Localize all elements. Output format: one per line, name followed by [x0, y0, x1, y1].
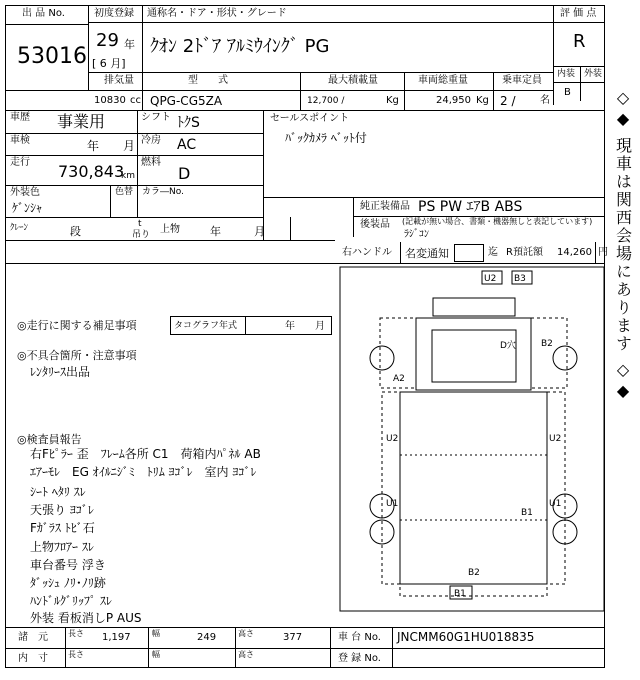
max-load-unit: Kg [386, 95, 399, 106]
upper-year: 年 月 [210, 225, 265, 238]
reg-no-label: 登 録 No. [338, 653, 381, 664]
recycle-amount: 14,260 [557, 247, 592, 258]
upper-label: 上物 [160, 224, 180, 235]
recycle-label: R預託額 [506, 247, 543, 258]
inspector-line: 上物ﾌﾛｱｰ ｽﾚ [30, 540, 94, 554]
score-label: 評 価 点 [560, 8, 597, 19]
color-label: 外装色 [10, 187, 40, 198]
aftermarket-label: 後装品 [360, 219, 390, 230]
lot-no-label: 出 品 No. [22, 8, 65, 19]
ac-label: 冷房 [141, 135, 161, 146]
inspector-title: ◎検査員報告 [17, 433, 82, 446]
width-label: 幅 [152, 629, 160, 638]
gross-weight: 24,950 [436, 95, 471, 106]
damage-mark: B1 [521, 508, 533, 518]
inspector-line: ｴｱｰﾓﾚ EG ｵｲﾙﾆｼﾞﾐ ﾄﾘﾑ ﾖｺﾞﾚ 室内 ﾖｺﾞﾚ [30, 465, 257, 479]
damage-mark: A2 [393, 374, 405, 384]
exterior-label: 外装 [584, 69, 603, 79]
width-label-2: 幅 [152, 650, 160, 659]
inspector-line: ｼｰﾄ ﾍﾀﾘ ｽﾚ [30, 485, 86, 499]
inspection: 年 月 [87, 139, 136, 153]
inspector-line: ﾀﾞｯｼｭ ﾉﾘ･ﾉﾘ跡 [30, 576, 106, 590]
year-unit: 年 [124, 38, 135, 51]
color-no-label: カラ―No. [142, 187, 184, 197]
model: QPG-CG5ZA [150, 94, 223, 108]
shift-label: シフト [141, 112, 171, 123]
steering: 右ハンドル [342, 247, 392, 258]
inner-dims-label: 内 寸 [18, 653, 48, 664]
damage-mark: B1 [454, 589, 466, 599]
damage-mark: U1 [549, 499, 562, 509]
height: 377 [283, 632, 303, 643]
car-name: ｸｵﾝ 2ﾄﾞｱ ｱﾙﾐｳｲﾝｸﾞ PG [150, 36, 330, 57]
defect-title: ◎不具合箇所・注意事項 [17, 349, 137, 362]
displacement: 10830 [94, 95, 126, 106]
shift: ﾄｸS [177, 115, 200, 131]
crane-suspend: 吊り [132, 230, 151, 240]
inspector-line: 外装 看板消しP AUS [30, 611, 142, 625]
tacho-label: タコグラフ年式 [174, 321, 238, 331]
inspector-line: 車台番号 浮き [30, 558, 106, 572]
drive-notes-title: ◎走行に関する補足事項 [17, 319, 137, 332]
history: 事業用 [57, 112, 106, 131]
capacity-label: 乗車定員 [502, 75, 542, 86]
damage-mark: U2 [549, 434, 562, 444]
damage-mark: D穴 [500, 341, 516, 351]
aftermarket-note: (記載が無い場合、書類・機器無しと表記しています) [402, 217, 593, 226]
notice-label: 名変通知 [405, 247, 449, 260]
max-load: 12,700 / [307, 96, 345, 106]
mileage-unit: km [121, 171, 135, 181]
chassis-no: JNCMM60G1HU018835 [397, 630, 535, 644]
color-change-label: 色替 [115, 187, 134, 197]
equipment: PS PW ｴｱB ABS [418, 199, 523, 215]
first-reg-label: 初度登録 [94, 8, 134, 19]
notice-mark: 迄 [488, 247, 498, 258]
length-label: 長さ [68, 629, 84, 638]
location-banner: ◇◆ 現車は関西会場にあります ◇◆ [613, 88, 633, 403]
crane-t: t [138, 219, 142, 229]
first-reg-year: 29 [96, 30, 119, 51]
fuel: D [178, 164, 191, 183]
capacity-unit: 名 [540, 95, 550, 106]
gross-weight-label: 車両総重量 [418, 75, 468, 86]
length-label-2: 長さ [68, 650, 84, 659]
damage-mark: B3 [514, 274, 526, 284]
aftermarket: ﾗｼﾞｺﾝ [404, 229, 429, 240]
crane-stage: 段 [70, 225, 81, 238]
inspector-line: Fｶﾞﾗｽ ﾄﾋﾞ石 [30, 521, 95, 535]
width: 249 [197, 632, 217, 643]
interior-label: 内装 [557, 69, 576, 79]
crane-label: ｸﾚｰﾝ [10, 223, 29, 233]
gross-weight-unit: Kg [476, 95, 489, 106]
damage-mark: B2 [468, 568, 480, 578]
chassis-label: 車 台 No. [338, 632, 381, 643]
defect: ﾚﾝﾀﾘｰｽ出品 [30, 365, 91, 379]
height-label-2: 高さ [238, 650, 254, 659]
ac: AC [177, 137, 197, 153]
damage-mark: B2 [541, 339, 553, 349]
equipment-label: 純正装備品 [360, 201, 410, 212]
displacement-label: 排気量 [104, 75, 134, 86]
sales-point-label: セールスポイント [270, 113, 350, 124]
damage-mark: U2 [484, 274, 497, 284]
inspector-line: 天張り ﾖｺﾞﾚ [30, 503, 94, 517]
displacement-unit: cc [130, 95, 141, 106]
damage-mark: U1 [386, 499, 399, 509]
tacho-value: 年 月 [285, 321, 325, 332]
interior-grade: B [564, 87, 571, 98]
recycle-unit: 円 [598, 247, 608, 258]
specs-label: 諸 元 [18, 632, 48, 643]
fuel-label: 燃料 [141, 157, 161, 168]
history-label: 車歴 [10, 112, 30, 123]
damage-mark: U2 [386, 434, 399, 444]
model-label: 型 式 [188, 75, 228, 86]
inspector-line: 右Fﾋﾟﾗｰ 歪 ﾌﾚｰﾑ各所 C1 荷箱内ﾊﾟﾈﾙ AB [30, 447, 261, 461]
lot-no: 53016 [17, 44, 87, 69]
height-label: 高さ [238, 629, 254, 638]
first-reg-month: [ 6 月] [92, 57, 126, 70]
capacity: 2 / [500, 94, 516, 108]
car-name-label: 通称名・ドア・形状・グレード [147, 8, 287, 19]
sales-point: ﾊﾞｯｸｶﾒﾗ ﾍﾞｯﾄ付 [285, 131, 367, 145]
length: 1,197 [102, 632, 131, 643]
score: R [573, 31, 586, 52]
inspection-label: 車検 [10, 135, 30, 146]
mileage: 730,843 [58, 162, 125, 181]
inspector-line: ﾊﾝﾄﾞﾙｸﾞﾘｯﾌﾟ ｽﾚ [30, 594, 112, 608]
max-load-label: 最大積載量 [328, 75, 378, 86]
color: ｹﾞﾝｼｬ [12, 201, 43, 215]
mileage-label: 走行 [10, 157, 30, 168]
